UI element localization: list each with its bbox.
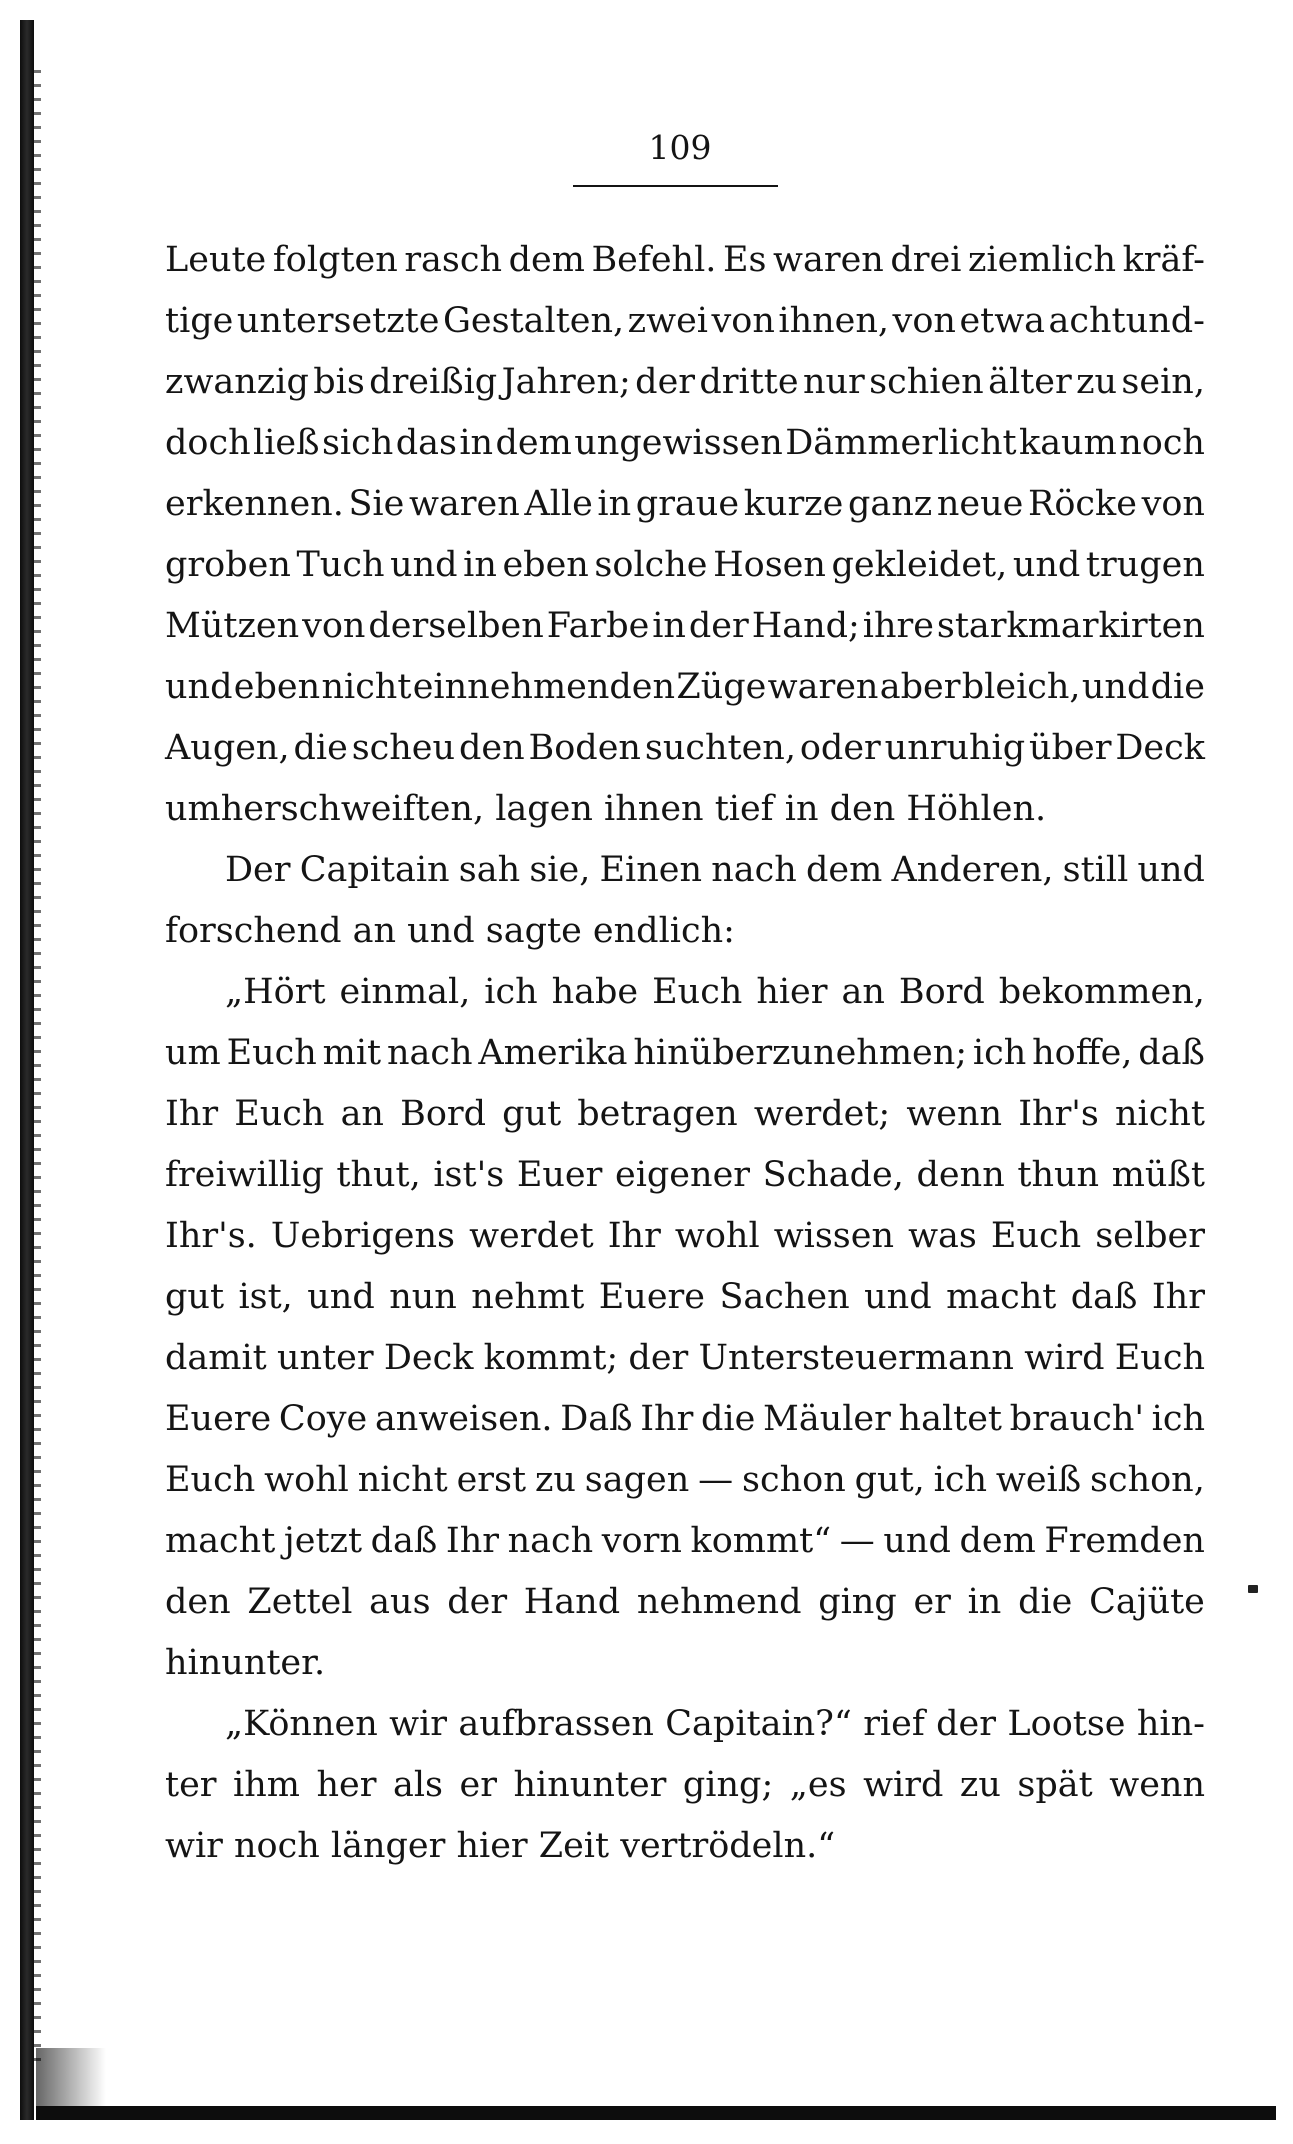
word: Euch	[990, 1216, 1082, 1256]
text-line	[165, 840, 1205, 901]
word: Euere	[165, 1399, 272, 1439]
word: macht	[165, 1521, 276, 1561]
word: der	[688, 606, 749, 646]
word: bis	[313, 362, 365, 402]
page-number: 109	[648, 128, 712, 167]
word: Ihr	[165, 1094, 219, 1134]
text-line	[165, 291, 1205, 352]
word: wohl	[674, 1216, 760, 1256]
word: eben	[233, 667, 321, 707]
body-text	[165, 230, 1205, 1877]
word: oder	[799, 728, 881, 768]
word: von	[302, 606, 366, 646]
word: nicht	[357, 1460, 448, 1500]
corner-shadow	[36, 2048, 106, 2108]
word: groben	[165, 545, 291, 585]
word: und	[864, 1277, 932, 1317]
word: gut	[502, 1094, 562, 1134]
word: vorn	[601, 1521, 682, 1561]
text-line	[165, 1572, 1205, 1633]
word: Mützen	[165, 606, 300, 646]
word: Tuch	[296, 545, 385, 585]
word: in	[459, 423, 494, 463]
word: die	[293, 728, 348, 768]
word: bekommen,	[998, 972, 1205, 1012]
text-line	[165, 1511, 1205, 1572]
word: in	[463, 545, 497, 585]
word: unter	[276, 1338, 374, 1378]
word: der	[628, 1338, 689, 1378]
word: Hand;	[751, 606, 860, 646]
word: —	[698, 1460, 734, 1500]
word: Capitain?“	[665, 1704, 852, 1744]
word: zwanzig	[165, 362, 309, 402]
word: neue	[936, 484, 1024, 524]
word: der	[635, 362, 696, 402]
word: Capitain	[299, 850, 450, 890]
word: und	[883, 1521, 951, 1561]
word: Befehl.	[591, 240, 717, 280]
word: Untersteuermann	[698, 1338, 1014, 1378]
word: ist,	[238, 1277, 293, 1317]
word: ich	[972, 1033, 1027, 1073]
word: um	[165, 1033, 221, 1073]
word: er	[913, 1582, 951, 1622]
word: habe	[551, 972, 639, 1012]
word: waren	[773, 240, 884, 280]
word: ihm	[233, 1765, 300, 1805]
word: haltet	[898, 1399, 1002, 1439]
word: und	[1081, 667, 1150, 707]
word: Sachen	[719, 1277, 850, 1317]
word: in	[967, 1582, 1002, 1622]
word: etwa	[959, 301, 1046, 341]
word: sie,	[529, 850, 591, 890]
word: sein,	[1121, 362, 1205, 402]
word: trugen	[1085, 545, 1205, 585]
text-line	[165, 474, 1205, 535]
word: müßt	[1111, 1155, 1205, 1195]
word: das	[395, 423, 457, 463]
word: Deck	[383, 1338, 474, 1378]
text-line	[165, 962, 1205, 1023]
word: von	[892, 301, 956, 341]
word: Boden	[528, 728, 641, 768]
header-rule	[573, 185, 778, 187]
text-line	[165, 596, 1205, 657]
word: dem	[508, 240, 585, 280]
spine-edge-marks	[34, 70, 41, 2070]
word: Ihr's	[1018, 1094, 1099, 1134]
word: nur	[802, 362, 865, 402]
text-line	[165, 1084, 1205, 1145]
word: her	[316, 1765, 377, 1805]
word: daß	[1138, 1033, 1205, 1073]
text-line	[165, 1328, 1205, 1389]
word: Fremden	[1044, 1521, 1205, 1561]
word: und	[307, 1277, 375, 1317]
word: denn	[916, 1155, 1005, 1195]
word: die	[1150, 667, 1205, 707]
word: gut,	[854, 1460, 925, 1500]
word: Bord	[400, 1094, 487, 1134]
word: nach	[507, 1521, 594, 1561]
text-line	[165, 1206, 1205, 1267]
word: werdet	[469, 1216, 594, 1256]
word: waren	[408, 484, 520, 524]
text-line	[165, 535, 1205, 596]
word: untersetzte	[236, 301, 440, 341]
word: tige	[165, 301, 234, 341]
text-line	[165, 1755, 1205, 1816]
word: weiß	[995, 1460, 1082, 1500]
word: nehmt	[471, 1277, 585, 1317]
book-spine-shadow	[20, 20, 34, 2120]
word: damit	[165, 1338, 267, 1378]
word: Hosen	[713, 545, 826, 585]
word: noch	[1119, 423, 1205, 463]
word: Euer	[516, 1155, 603, 1195]
word: unruhig	[884, 728, 1026, 768]
word: mit	[322, 1033, 382, 1073]
word: was	[908, 1216, 977, 1256]
word: Cajüte	[1089, 1582, 1205, 1622]
word: der	[447, 1582, 508, 1622]
text-line	[165, 352, 1205, 413]
word: wenn	[1109, 1765, 1205, 1805]
word: Ihr's.	[165, 1216, 257, 1256]
word: ging	[818, 1582, 897, 1622]
word: Amerika	[478, 1033, 628, 1073]
word: gut	[165, 1277, 225, 1317]
word: schon	[742, 1460, 846, 1500]
word: ungewissen	[574, 423, 783, 463]
word: Leute	[165, 240, 267, 280]
word: drei	[890, 240, 962, 280]
word: suchten,	[644, 728, 796, 768]
word: gekleidet,	[831, 545, 1008, 585]
word: wird	[1024, 1338, 1105, 1378]
text-line: hinunter.	[165, 1643, 326, 1683]
word: Daß	[560, 1399, 633, 1439]
word: und	[165, 667, 233, 707]
word: ging;	[682, 1765, 774, 1805]
word: nun	[389, 1277, 457, 1317]
word: hoffe,	[1032, 1033, 1133, 1073]
word: den	[458, 728, 525, 768]
word: Es	[722, 240, 767, 280]
word: ihnen,	[778, 301, 890, 341]
word: er	[459, 1765, 497, 1805]
word: daß	[370, 1521, 438, 1561]
word: Alle	[524, 484, 593, 524]
word: betragen	[577, 1094, 738, 1134]
text-line	[165, 1694, 1205, 1755]
word: achtund-	[1048, 301, 1205, 341]
word: Euch	[226, 1033, 317, 1073]
word: Euch	[165, 1460, 256, 1500]
word: Euch	[234, 1094, 325, 1134]
word: Ihr	[445, 1521, 499, 1561]
word: „es	[789, 1765, 847, 1805]
word: Euch	[1114, 1338, 1205, 1378]
word: hin-	[1136, 1704, 1205, 1744]
word: macht	[946, 1277, 1057, 1317]
word: kaum	[1018, 423, 1117, 463]
word: zwei	[627, 301, 708, 341]
word: dem	[805, 850, 883, 890]
word: schon,	[1090, 1460, 1205, 1500]
word: ganz	[847, 484, 933, 524]
word: Einen	[599, 850, 703, 890]
word: sagen	[584, 1460, 690, 1500]
word: derselben	[368, 606, 544, 646]
word: über	[1029, 728, 1112, 768]
word: nehmend	[636, 1582, 802, 1622]
word: anweisen.	[374, 1399, 553, 1439]
word: Jahren;	[501, 362, 631, 402]
word: und	[390, 545, 458, 585]
word: „Hört	[225, 972, 326, 1012]
word: graue	[635, 484, 740, 524]
page-bottom-edge	[36, 2106, 1276, 2120]
text-line	[165, 657, 1205, 718]
text-line	[165, 230, 1205, 291]
word: Anderen,	[891, 850, 1054, 890]
word: nach	[711, 850, 797, 890]
word: Sie	[348, 484, 405, 524]
word: ziemlich	[967, 240, 1117, 280]
word: zu	[959, 1765, 1001, 1805]
word: kommt;	[483, 1338, 619, 1378]
word: der	[936, 1704, 997, 1744]
word: die	[701, 1399, 756, 1439]
word: Ihr	[607, 1216, 661, 1256]
text-line	[165, 1450, 1205, 1511]
word: nicht	[1115, 1094, 1205, 1134]
word: Bord	[898, 972, 985, 1012]
text-line	[165, 1023, 1205, 1084]
word: eben	[502, 545, 589, 585]
word: ist's	[433, 1155, 505, 1195]
word: ließ	[253, 423, 320, 463]
word: den	[165, 1582, 231, 1622]
word: sich	[321, 423, 394, 463]
text-line	[165, 1267, 1205, 1328]
word: Coye	[278, 1399, 368, 1439]
word: —	[839, 1521, 875, 1561]
word: nach	[386, 1033, 473, 1073]
word: die	[1018, 1582, 1073, 1622]
text-line	[165, 718, 1205, 779]
word: Hand	[523, 1582, 621, 1622]
word: aus	[369, 1582, 431, 1622]
word: und	[1137, 850, 1205, 890]
word: waren	[767, 667, 879, 707]
word: ich	[484, 972, 538, 1012]
word: kräf-	[1122, 240, 1205, 280]
word: dritte	[699, 362, 799, 402]
word: Augen,	[165, 728, 290, 768]
word: Züge	[676, 667, 767, 707]
word: Ihr	[1151, 1277, 1205, 1317]
word: nicht	[321, 667, 412, 707]
word: Der	[225, 850, 291, 890]
word: eigener	[615, 1155, 751, 1195]
text-line	[165, 1145, 1205, 1206]
word: „Können	[225, 1704, 378, 1744]
word: sah	[458, 850, 521, 890]
word: einmal,	[339, 972, 471, 1012]
word: jetzt	[283, 1521, 363, 1561]
word: von	[1141, 484, 1205, 524]
word: wenn	[906, 1094, 1003, 1134]
word: hier	[756, 972, 828, 1012]
word: Schade,	[762, 1155, 904, 1195]
word: älter	[988, 362, 1072, 402]
word: in	[652, 606, 686, 646]
word: brauch'	[1009, 1399, 1144, 1439]
text-line: umherschweiften, lagen ihnen tief in den Höhlen.	[165, 789, 1047, 829]
word: ihre	[862, 606, 934, 646]
word: folgten	[272, 240, 398, 280]
word: wir	[389, 1704, 447, 1744]
word: Farbe	[546, 606, 650, 646]
word: Dämmerlicht	[785, 423, 1017, 463]
word: ter	[165, 1765, 217, 1805]
word: bleich,	[961, 667, 1081, 707]
word: wohl	[264, 1460, 349, 1500]
word: wissen	[773, 1216, 895, 1256]
word: erst	[456, 1460, 527, 1500]
word: von	[711, 301, 775, 341]
word: rief	[863, 1704, 925, 1744]
word: einnehmenden	[412, 667, 676, 707]
word: zu	[1076, 362, 1118, 402]
word: thun	[1017, 1155, 1100, 1195]
word: doch	[165, 423, 251, 463]
word: ich	[933, 1460, 987, 1500]
text-line	[165, 1389, 1205, 1450]
word: als	[393, 1765, 444, 1805]
word: zu	[534, 1460, 576, 1500]
word: Lootse	[1007, 1704, 1126, 1744]
word: selber	[1095, 1216, 1205, 1256]
text-line: forschend an und sagte endlich:	[165, 911, 735, 951]
word: rasch	[404, 240, 503, 280]
word: erkennen.	[165, 484, 344, 524]
word: aber	[879, 667, 961, 707]
word: wird	[863, 1765, 944, 1805]
print-speck	[1248, 1585, 1258, 1593]
word: Deck	[1115, 728, 1205, 768]
word: in	[597, 484, 632, 524]
word: Euch	[652, 972, 743, 1012]
word: an	[841, 972, 885, 1012]
word: scheu	[351, 728, 456, 768]
word: Mäuler	[762, 1399, 891, 1439]
word: Zettel	[247, 1582, 353, 1622]
word: aufbrassen	[458, 1704, 654, 1744]
word: schien	[869, 362, 984, 402]
word: ich	[1151, 1399, 1205, 1439]
word: Gestalten,	[442, 301, 625, 341]
word: thut,	[336, 1155, 421, 1195]
word: spät	[1017, 1765, 1093, 1805]
text-line	[165, 413, 1205, 474]
word: starkmarkirten	[936, 606, 1205, 646]
word: daß	[1070, 1277, 1138, 1317]
word: Euere	[598, 1277, 705, 1317]
word: hinüberzunehmen;	[633, 1033, 968, 1073]
text-line: wir noch länger hier Zeit vertrödeln.“	[165, 1826, 836, 1866]
word: werdet;	[753, 1094, 891, 1134]
word: dem	[959, 1521, 1036, 1561]
word: freiwillig	[165, 1155, 324, 1195]
word: kommt“	[690, 1521, 832, 1561]
word: still	[1062, 850, 1129, 890]
word: an	[340, 1094, 384, 1134]
word: Röcke	[1027, 484, 1137, 524]
word: kurze	[743, 484, 844, 524]
word: dem	[495, 423, 572, 463]
word: hinunter	[513, 1765, 667, 1805]
word: dreißig	[369, 362, 498, 402]
word: Ihr	[640, 1399, 694, 1439]
word: Uebrigens	[270, 1216, 456, 1256]
word: solche	[594, 545, 708, 585]
word: und	[1012, 545, 1081, 585]
